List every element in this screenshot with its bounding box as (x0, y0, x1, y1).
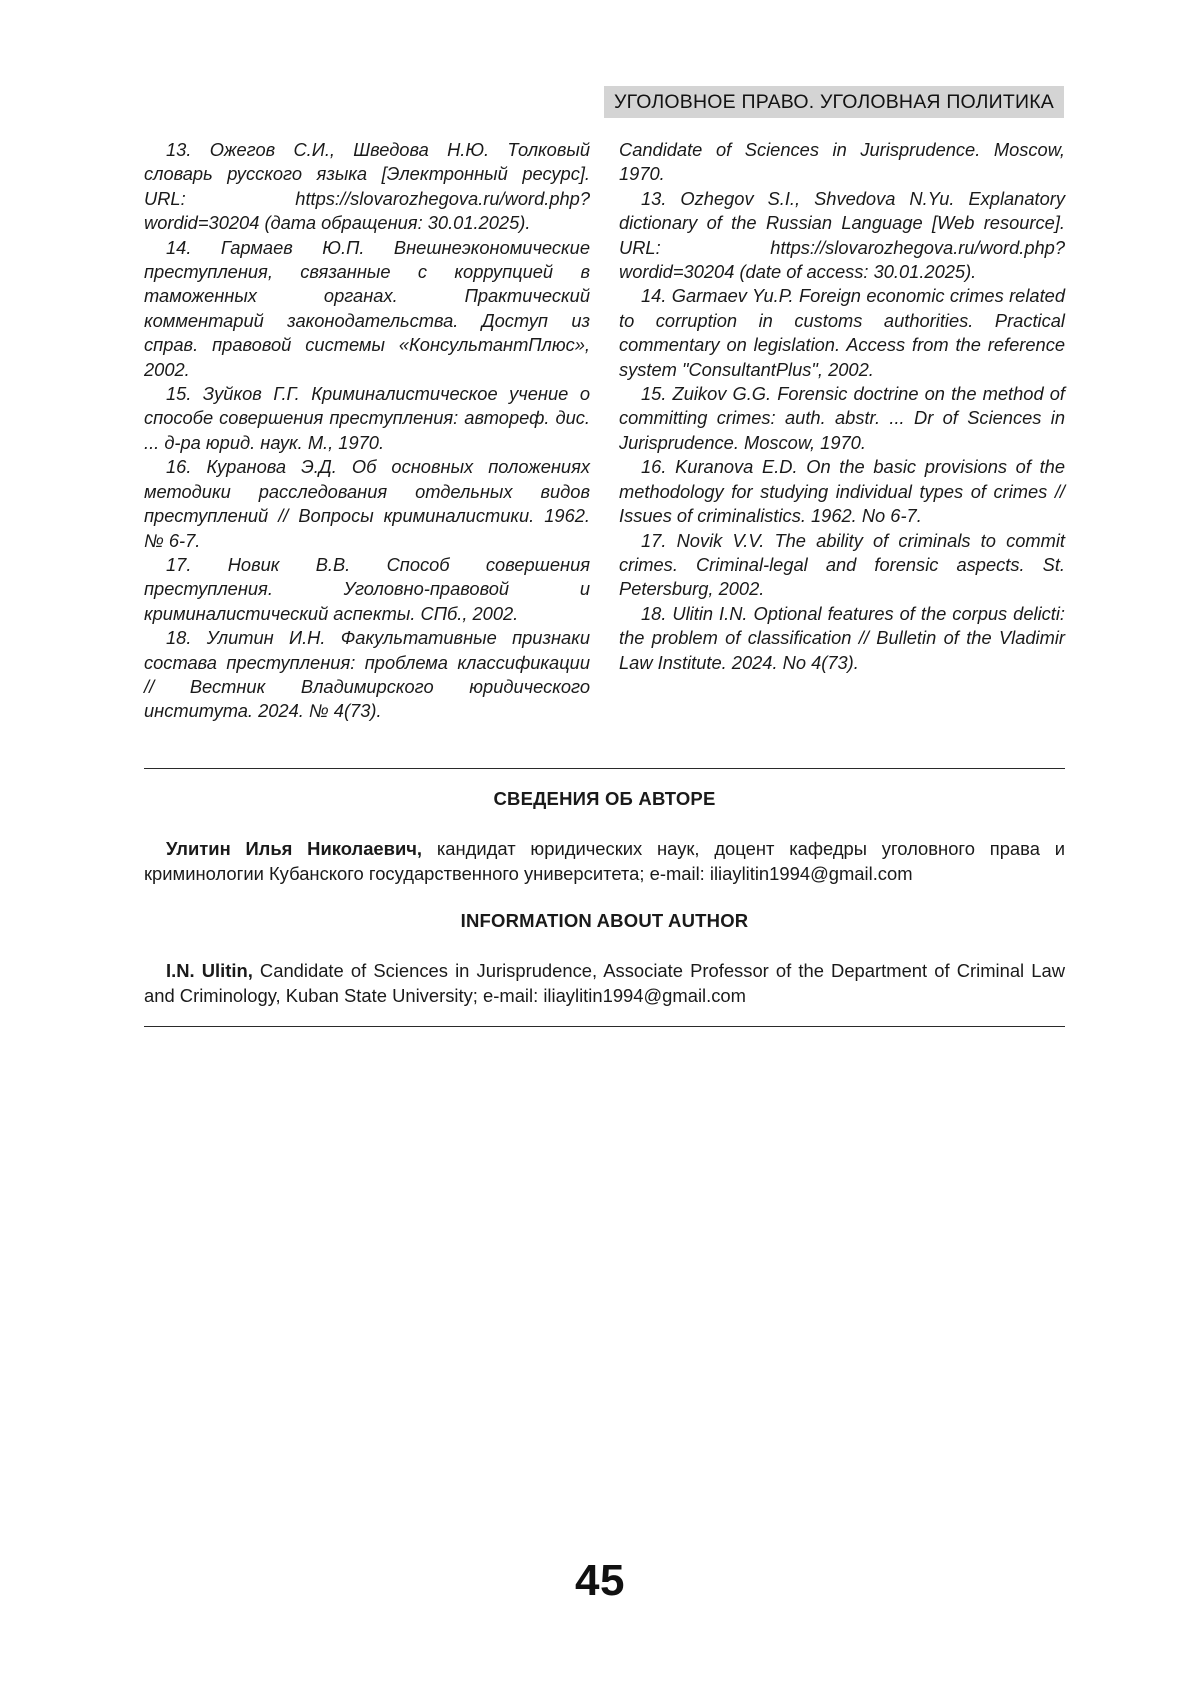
author-info-heading-en: INFORMATION ABOUT AUTHOR (144, 910, 1065, 932)
reference-item-ru-13: 13. Ожегов С.И., Шведова Н.Ю. Толковый словарь русского языка [Электронный ресурс]. URL: https://slovarozhegova.ru/word.php?wordid=30204 (дата обращения: 30.01.2025). (144, 138, 590, 236)
page-number: 45 (0, 1556, 1200, 1606)
running-header (604, 86, 1064, 118)
reference-item-ru-14: 14. Гармаев Ю.П. Внешнеэкономические преступления, связанные с коррупцией в таможенных органах. Практический комментарий законодательства. Доступ из справ. правовой системы «КонсультантПлюс», 2002. (144, 236, 590, 382)
author-info-ru (144, 836, 1065, 886)
references-russian-column (144, 138, 590, 724)
reference-item-en-15: 15. Zuikov G.G. Forensic doctrine on the method of committing crimes: auth. abstr. ... Dr of Sciences in Jurisprudence. Moscow, 1970. (619, 382, 1065, 455)
reference-item-en-16: 16. Kuranova E.D. On the basic provisions of the methodology for studying individual types of crimes // Issues of criminalistics. 1962. No 6-7. (619, 455, 1065, 528)
references-section (144, 138, 1065, 724)
author-name-ru: Улитин Илья Николаевич, (166, 838, 422, 859)
reference-item-en-14: 14. Garmaev Yu.P. Foreign economic crimes related to corruption in customs authorities. Practical commentary on legislation. Access from the reference system "ConsultantPlus", 2002. (619, 284, 1065, 382)
divider-top (144, 768, 1065, 769)
reference-continuation-en: Candidate of Sciences in Jurisprudence. Moscow, 1970. (619, 138, 1065, 187)
reference-item-en-17: 17. Novik V.V. The ability of criminals to commit crimes. Criminal-legal and forensic aspects. St. Petersburg, 2002. (619, 529, 1065, 602)
author-details-en: Candidate of Sciences in Jurisprudence, Associate Professor of the Department of Criminal Law and Criminology, Kuban State University; e-mail: iliaylitin1994@gmail.com (144, 960, 1065, 1006)
reference-item-en-13: 13. Ozhegov S.I., Shvedova N.Yu. Explanatory dictionary of the Russian Language [Web resource]. URL: https://slovarozhegova.ru/word.php?wordid=30204 (date of access: 30.01.2025). (619, 187, 1065, 285)
reference-item-ru-15: 15. Зуйков Г.Г. Криминалистическое учение о способе совершения преступления: автореф. дис. ... д-ра юрид. наук. М., 1970. (144, 382, 590, 455)
section-title: УГОЛОВНОЕ ПРАВО. УГОЛОВНАЯ ПОЛИТИКА (614, 91, 1054, 113)
reference-item-en-18: 18. Ulitin I.N. Optional features of the corpus delicti: the problem of classification // Bulletin of the Vladimir Law Institute. 2024. No 4(73). (619, 602, 1065, 675)
author-name-en: I.N. Ulitin, (166, 960, 253, 981)
reference-item-ru-17: 17. Новик В.В. Способ совершения преступления. Уголовно-правовой и криминалистический аспекты. СПб., 2002. (144, 553, 590, 626)
author-details-ru: кандидат юридических наук, доцент кафедры уголовного права и криминологии Кубанского государственного университета; e-mail: iliaylitin1994@gmail.com (144, 838, 1065, 884)
divider-bottom (144, 1026, 1065, 1027)
author-info-heading-ru: СВЕДЕНИЯ ОБ АВТОРЕ (144, 788, 1065, 810)
author-info-en (144, 958, 1065, 1008)
reference-item-ru-18: 18. Улитин И.Н. Факультативные признаки состава преступления: проблема классификации // Вестник Владимирского юридического института. 2024. № 4(73). (144, 626, 590, 724)
reference-item-ru-16: 16. Куранова Э.Д. Об основных положениях методики расследования отдельных видов преступлений // Вопросы криминалистики. 1962. № 6-7. (144, 455, 590, 553)
references-english-column (619, 138, 1065, 724)
